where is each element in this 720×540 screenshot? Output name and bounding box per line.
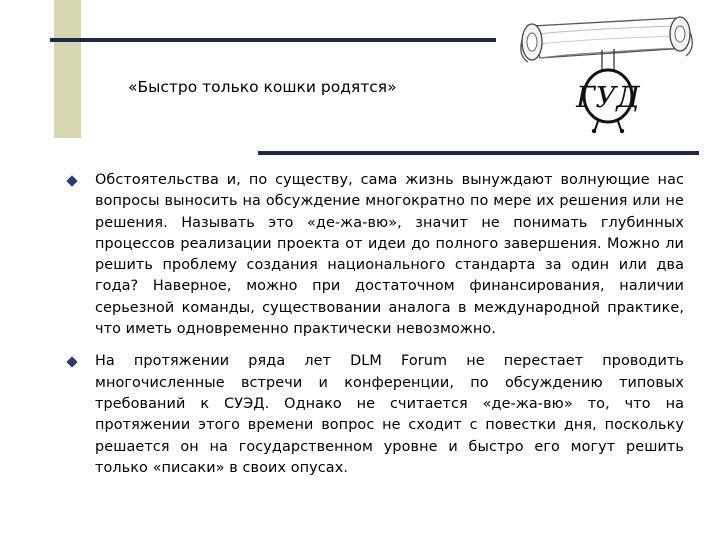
middle-rule	[258, 151, 699, 155]
scroll-logo	[510, 4, 700, 134]
top-rule	[50, 38, 496, 42]
seal-logo-text: ГУД	[576, 80, 640, 114]
accent-block	[54, 0, 81, 138]
bullet-text: На протяжении ряда лет DLM Forum не перестает проводить многочисленные встречи и конференции, по обсуждению типовых требований к СУЭД. Однако не считается «де-жа-вю» то, что на протяжении этого времени вопрос не сходит с повестки дня, поскольку решается он на государственном уровне и быстро его могут решить только «писаки» в своих опусах.	[95, 353, 684, 476]
bullet-list	[68, 170, 684, 490]
bullet-item	[68, 170, 684, 340]
slide-title: «Быстро только кошки родятся»	[128, 78, 397, 96]
bullet-item	[68, 351, 684, 479]
diamond-bullet-icon	[66, 175, 77, 186]
bullet-text: Обстоятельства и, по существу, сама жизнь вынуждают волнующие нас вопросы выносить на обсуждение многократно по мере их решения или не решения. Называть это «де-жа-вю», значит не понимать глубинных процессов реализации проекта от идеи до полного завершения. Можно ли решить проблему создания национального стандарта за один или два года? Наверное, можно при достаточном финансирования, наличии серьезной команды, существовании аналога в международной практике, что иметь одновременно практически невозможно.	[95, 172, 684, 338]
diamond-bullet-icon	[66, 357, 77, 368]
